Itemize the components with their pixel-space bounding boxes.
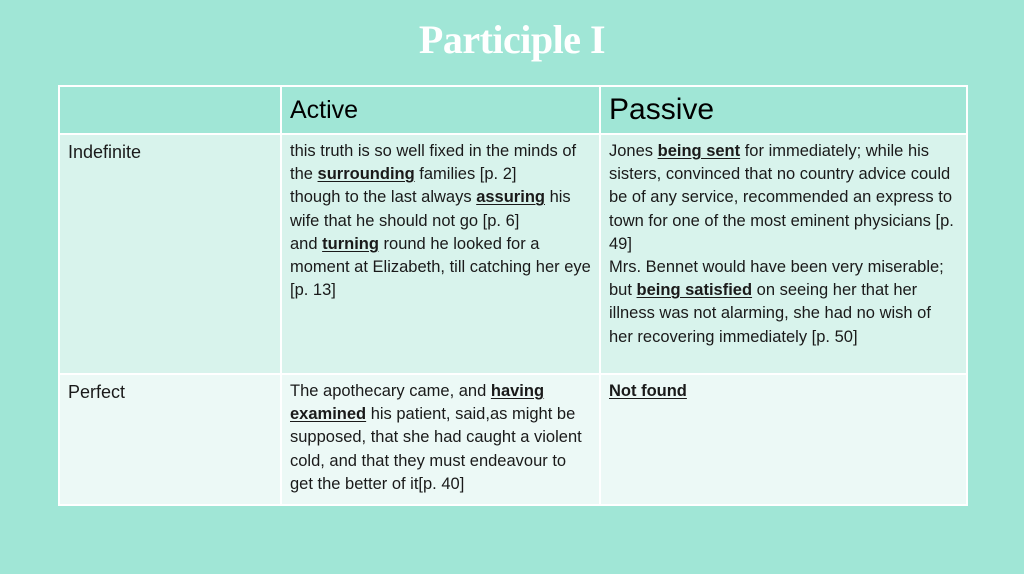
sentence-text: and (290, 234, 323, 253)
example-sentence (290, 186, 591, 232)
participle-highlight: turning (322, 234, 379, 253)
example-sentence (290, 380, 591, 496)
cell-indefinite-passive (600, 134, 967, 374)
sentence-text: his patient, said,as might be supposed, that she had caught a violent cold, and that they must endeavour to get the better of it[p. 40] (290, 405, 582, 493)
example-sentence (609, 380, 958, 403)
example-sentence (609, 256, 958, 349)
participle-highlight: being satisfied (636, 281, 753, 300)
sentence-text: The apothecary came, and (290, 382, 491, 400)
slide-title: Participle I (418, 17, 606, 62)
sentence-text: this truth is so well fixed in the minds of the (290, 142, 577, 184)
cell-perfect-active (281, 374, 600, 505)
header-active: Active (281, 86, 600, 134)
header-passive: Passive (600, 86, 967, 134)
table-row-perfect (59, 374, 967, 505)
cell-perfect-passive (600, 374, 967, 505)
row-label-indefinite: Indefinite (59, 134, 281, 374)
sentence-text: families [p. 2] (414, 165, 517, 184)
sentence-text: Jones (609, 142, 658, 160)
participle-highlight: being sent (657, 142, 741, 160)
sentence-text: round he looked for a moment at Elizabeth, till catching her eye [p. 13] (290, 234, 591, 300)
participle-table (58, 85, 968, 506)
example-sentence (290, 233, 591, 303)
participle-highlight: having examined (290, 382, 545, 424)
not-found-text: Not found (609, 382, 687, 400)
sentence-text: for immediately; while his sisters, convinced that no country advice could be of any service, recommended an express to town for one of the most eminent physicians [p. 49] (609, 142, 954, 253)
example-sentence (609, 140, 958, 256)
table-row-indefinite (59, 134, 967, 374)
participle-highlight: surrounding (317, 165, 415, 184)
sentence-text: on seeing her that her illness was not alarming, she had no wish of her recovering immediately [p. 50] (609, 281, 931, 346)
cell-indefinite-active (281, 134, 600, 374)
example-sentence (290, 140, 591, 186)
sentence-text: his wife that he should not go [p. 6] (290, 188, 571, 230)
participle-highlight: assuring (476, 188, 545, 207)
row-label-perfect: Perfect (59, 374, 281, 505)
sentence-text: Mrs. Bennet would have been very miserable; but (609, 258, 944, 300)
sentence-text: though to the last always (290, 188, 477, 207)
header-empty-cell (59, 86, 281, 134)
table-header-row (59, 86, 967, 134)
